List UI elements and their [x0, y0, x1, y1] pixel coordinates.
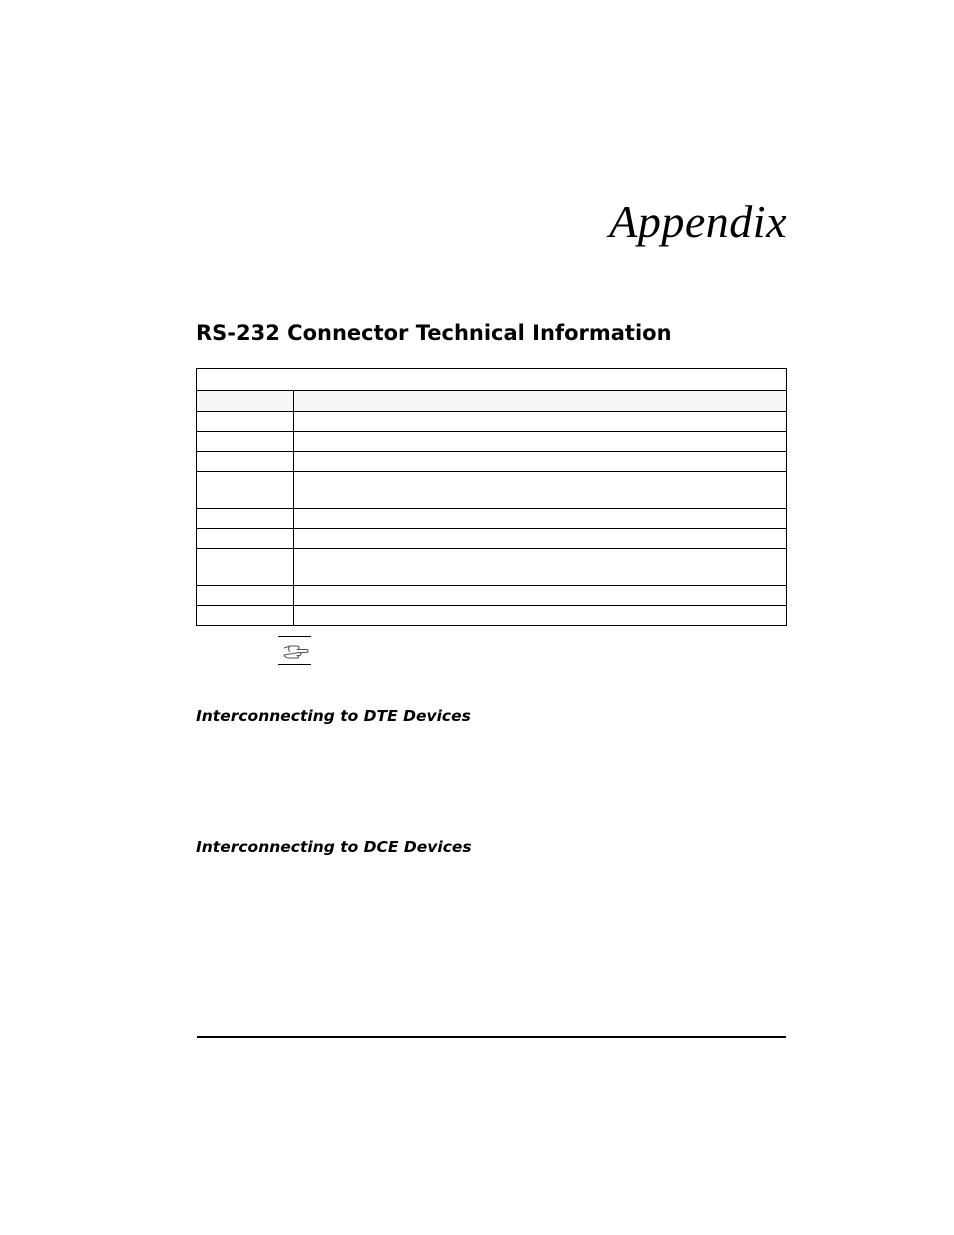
table-row: [197, 412, 787, 432]
table-row: [197, 509, 787, 529]
section-title: RS-232 Connector Technical Information: [196, 321, 672, 345]
table-cell: [197, 606, 294, 626]
table-row: [197, 529, 787, 549]
table-row: [197, 452, 787, 472]
table-caption-row: [197, 369, 787, 391]
table-cell: [294, 529, 787, 549]
table-header-cell: [197, 391, 294, 412]
table-caption-cell: [197, 369, 787, 391]
table-cell: [294, 452, 787, 472]
table-row: [197, 606, 787, 626]
table-cell: [197, 586, 294, 606]
table-cell: [197, 452, 294, 472]
note-marker: [278, 636, 311, 665]
pointing-hand-icon: [281, 640, 309, 660]
table-cell: [294, 586, 787, 606]
table-cell: [197, 529, 294, 549]
table-header-cell: [294, 391, 787, 412]
footer-rule: [197, 1036, 786, 1038]
table-cell: [294, 412, 787, 432]
table-cell: [197, 472, 294, 509]
table-cell: [294, 432, 787, 452]
table-row: [197, 549, 787, 586]
table-cell: [197, 509, 294, 529]
table-cell: [197, 549, 294, 586]
table-cell: [294, 549, 787, 586]
table-cell: [294, 606, 787, 626]
table-cell: [197, 412, 294, 432]
table-cell: [294, 509, 787, 529]
pin-assignment-table: [196, 368, 787, 626]
table-cell: [294, 472, 787, 509]
table-row: [197, 586, 787, 606]
table-row: [197, 472, 787, 509]
table-cell: [197, 432, 294, 452]
table-header-row: [197, 391, 787, 412]
subsection-heading-dce: Interconnecting to DCE Devices: [196, 838, 472, 856]
subsection-heading-dte: Interconnecting to DTE Devices: [196, 707, 471, 725]
chapter-title: Appendix: [609, 196, 787, 247]
table-row: [197, 432, 787, 452]
